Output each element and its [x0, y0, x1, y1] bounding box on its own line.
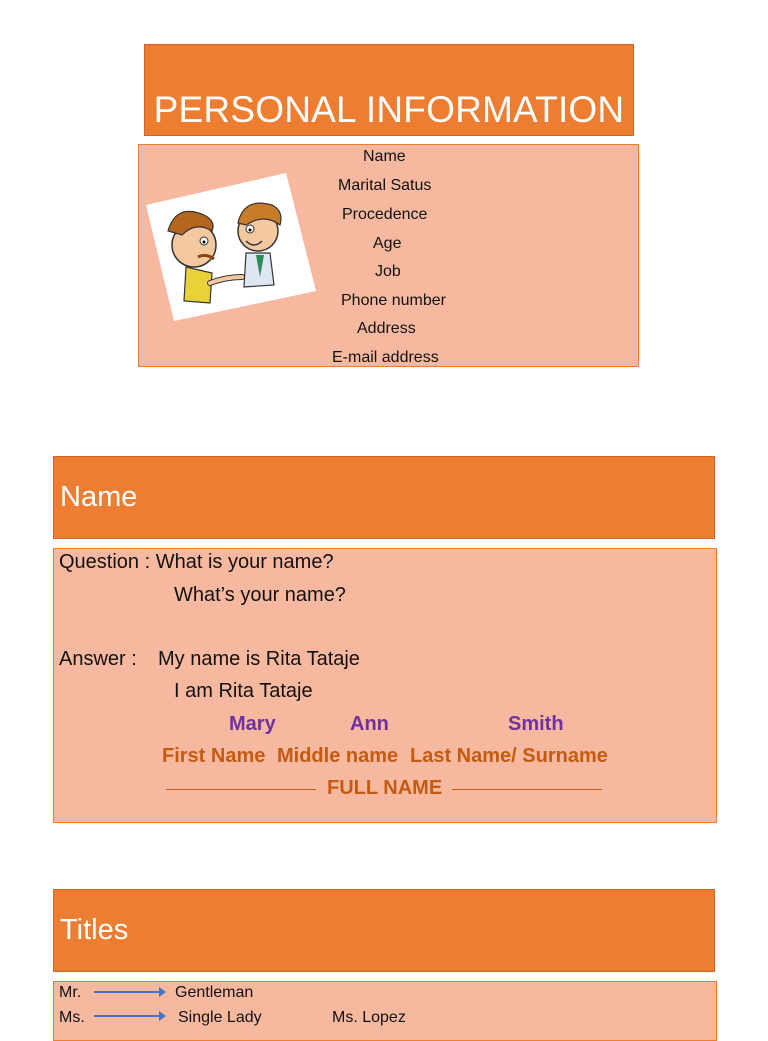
question-alt-line: What’s your name?: [174, 584, 346, 606]
arrow-right-icon: [94, 1015, 164, 1017]
personal-information-header: [144, 44, 634, 136]
title-mr: Mr.: [59, 984, 82, 1001]
list-item-phone-number: Phone number: [341, 292, 446, 309]
list-item-job: Job: [375, 263, 401, 280]
example-middle-name: Ann: [350, 713, 389, 735]
titles-header: [53, 889, 715, 972]
list-item-age: Age: [373, 235, 402, 252]
full-name-label: FULL NAME: [327, 777, 443, 799]
answer-line-1: My name is Rita Tataje: [158, 648, 360, 670]
slide-title: Titles: [60, 914, 129, 946]
list-item-address: Address: [357, 320, 416, 337]
example-first-name: Mary: [229, 713, 276, 735]
name-header: [53, 456, 715, 539]
handshake-illustration: [146, 173, 316, 321]
example-ms-lopez: Ms. Lopez: [332, 1009, 406, 1026]
list-item-name: Name: [363, 148, 406, 165]
meaning-single-lady: Single Lady: [178, 1009, 262, 1026]
example-last-name: Smith: [508, 713, 564, 735]
slide-title: PERSONAL INFORMATION: [153, 89, 625, 130]
list-item-procedence: Procedence: [342, 206, 428, 223]
label-middle-name: Middle name: [277, 745, 399, 767]
label-last-name: Last Name/ Surname: [410, 745, 608, 767]
title-ms: Ms.: [59, 1009, 85, 1026]
list-item-marital-status: Marital Satus: [338, 177, 432, 194]
full-name-rule-left: [166, 789, 316, 790]
answer-line-2: I am Rita Tataje: [174, 680, 313, 702]
question-line: Question : What is your name?: [59, 551, 334, 573]
label-first-name: First Name: [162, 745, 266, 767]
answer-label: Answer :: [59, 648, 137, 670]
full-name-rule-right: [452, 789, 602, 790]
slide-title: Name: [60, 481, 138, 513]
arrow-right-icon: [94, 991, 164, 993]
list-item-email-address: E-mail address: [332, 349, 439, 366]
meaning-gentleman: Gentleman: [175, 984, 254, 1001]
